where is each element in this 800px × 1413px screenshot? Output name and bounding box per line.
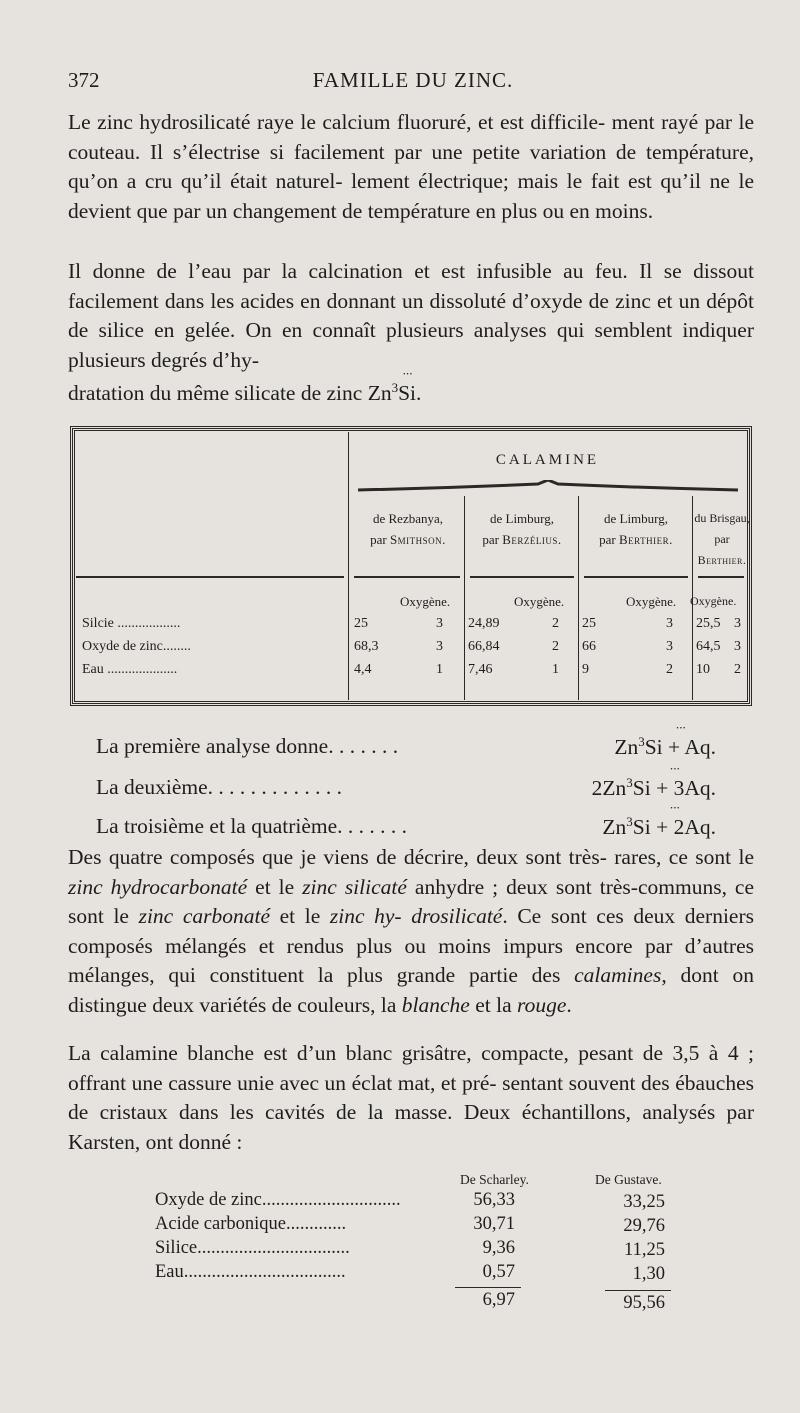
oxygen-value: 3: [734, 616, 741, 631]
running-title: FAMILLE DU ZINC.: [312, 68, 514, 92]
text-line: Le zinc hydrosilicaté raye le calcium fluoruré, et est difficile-: [68, 110, 606, 134]
column-par: par: [714, 532, 730, 546]
oxygene-label: Oxygène.: [400, 594, 451, 609]
oxygene-label: Oxygène.: [626, 594, 677, 609]
oxygen-value: 2: [552, 639, 559, 654]
row-label: Oxyde de zinc........: [82, 639, 191, 654]
header-rule: [354, 576, 460, 578]
column-divider: [348, 432, 349, 700]
column-par: par: [599, 532, 616, 547]
formula: [614, 734, 716, 760]
column-author: Berzélius.: [502, 532, 562, 547]
zinc-symbol: Zn: [614, 735, 639, 760]
column-header: [352, 508, 464, 550]
value: 25,5: [696, 616, 721, 631]
value: 29,76: [623, 1216, 665, 1236]
text-line: sentant souvent des ébauches de cristaux dans les cavités de la: [68, 1070, 755, 1124]
karsten-analysis-table: [155, 1172, 695, 1332]
italic-term: rouge: [517, 992, 567, 1017]
value: 30,71: [473, 1214, 515, 1234]
value: 9: [582, 662, 589, 677]
calamine-table: [70, 426, 752, 706]
text-line: constituent la plus grande partie des calamines, dont on distingue: [68, 963, 754, 1017]
value: 11,25: [624, 1240, 665, 1260]
oxygen-value: 3: [666, 616, 673, 631]
text-line: deux variétés de couleurs, la blanche et la rouge.: [152, 992, 572, 1017]
row-label: Silcie ..................: [82, 616, 181, 631]
text-line: rendus plus ou moins impurs encore par d’autres mélanges, qui: [68, 933, 754, 987]
page-number: 372: [68, 68, 100, 92]
total-value: 95,56: [623, 1293, 665, 1313]
text-line: de 3,5 à 4 ; offrant une cassure unie avec un éclat mat, et pré-: [68, 1041, 755, 1095]
text-line: plusieurs analyses qui semblent indiquer plusieurs degrés d’hy-: [68, 318, 754, 372]
column-par: par: [370, 532, 387, 547]
header-rule: [76, 576, 344, 578]
formula: [602, 814, 716, 840]
row-label: Eau ....................: [82, 662, 178, 677]
row-label: Acide carbonique.............: [155, 1214, 347, 1234]
value: 7,46: [468, 662, 493, 677]
column-author: Smithson.: [389, 532, 446, 547]
value: 66,84: [468, 639, 500, 654]
oxygen-value: 2: [552, 616, 559, 631]
text-line: un changement de température en plus ou en moins.: [205, 198, 654, 223]
italic-term: zinc carbonaté: [138, 904, 270, 928]
paragraph-1: [68, 108, 754, 226]
column-header: [580, 508, 692, 550]
formula-line: [96, 775, 716, 805]
text-line: d’oxyde de zinc et un dépôt de silice en gelée. On en connaît: [68, 288, 754, 342]
column-author: Berthier.: [697, 553, 747, 567]
column-header: [694, 508, 750, 571]
superscript: 3: [638, 734, 645, 749]
oxygene-label: Oxygène.: [690, 594, 737, 608]
sum-rule: [455, 1287, 521, 1288]
text-line: dratation du même silicate de zinc: [68, 381, 368, 406]
text-line: masse. Deux échantillons, analysés par Karsten, ont donné :: [68, 1100, 754, 1154]
italic-term: drosilicaté: [411, 904, 503, 928]
total-value: 6,97: [482, 1290, 515, 1310]
header-rule: [470, 576, 574, 578]
column-locality: de Limburg,: [489, 511, 555, 526]
oxygen-value: 1: [436, 662, 443, 677]
coefficient: 2: [591, 776, 603, 801]
value: 56,33: [473, 1190, 515, 1210]
formula-rest: ··· Si + 2Aq.: [633, 815, 716, 839]
column-par: par: [482, 532, 499, 547]
formula-label: La troisième et la quatrième. . . . . . .: [96, 814, 408, 838]
value: 1,30: [632, 1264, 665, 1284]
italic-term: calamines: [574, 963, 662, 987]
text-line: Des quatre composés que je viens de décrire, deux sont très-: [68, 845, 607, 869]
italic-term: zinc hydrocarbonaté: [68, 874, 248, 899]
superscript: 3: [626, 814, 633, 829]
paragraph-3: [68, 843, 754, 1020]
column-locality: de Rezbanya,: [372, 511, 444, 526]
value: 10: [696, 662, 710, 677]
formula-label: La première analyse donne. . . . . . .: [96, 734, 399, 758]
text-line: drosilicaté. Ce sont ces deux derniers composés mélangés et: [68, 904, 754, 958]
sum-rule: [605, 1290, 671, 1291]
formula-line: [96, 814, 716, 844]
oxygen-value: 2: [734, 662, 741, 677]
header-rule: [698, 576, 744, 578]
value: 66: [582, 639, 596, 654]
value: 4,4: [354, 662, 372, 677]
formula: [592, 775, 716, 801]
paragraph-2-last-line: [68, 373, 754, 409]
running-head: [68, 68, 758, 98]
text-line: dissout facilement dans les acides en donnant un dissoluté: [68, 259, 754, 313]
text-line: lement électrique; mais le fait est qu’il ne le devient que par: [68, 169, 754, 223]
value: 9,36: [482, 1238, 515, 1258]
column-divider: [578, 496, 579, 700]
value: 33,25: [623, 1192, 665, 1212]
italic-term: blanche: [401, 992, 470, 1017]
paragraph-2: [68, 257, 754, 375]
zinc-symbol: Zn: [602, 815, 627, 840]
italic-term: zinc silicaté: [302, 874, 407, 899]
oxygen-value: 3: [436, 639, 443, 654]
brace-icon: [358, 480, 738, 492]
calamine-title: CALAMINE: [495, 452, 600, 468]
text-line: La calamine blanche est d’un blanc grisâtre, compacte, pesant: [68, 1041, 634, 1065]
row-label: Eau...................................: [155, 1262, 346, 1282]
zinc-symbol: Zn: [367, 381, 392, 406]
column-author: Berthier.: [618, 532, 673, 547]
column-locality: de Limburg,: [603, 511, 669, 526]
header-rule: [584, 576, 688, 578]
superscript: 3: [391, 380, 399, 395]
italic-term: zinc hy-: [329, 904, 402, 928]
superscript: 3: [626, 775, 633, 790]
value: 64,5: [696, 639, 721, 654]
oxygene-label: Oxygène.: [514, 594, 565, 609]
column-header: De Gustave.: [595, 1172, 662, 1187]
text-line: rares, ce sont le zinc hydrocarbonaté et le zinc silicaté anhydre ;: [68, 845, 754, 899]
value: 0,57: [482, 1262, 515, 1282]
value: 24,89: [468, 616, 500, 631]
text-line: .: [416, 381, 422, 406]
text-line: deux sont très-communs, ce sont le zinc carbonaté et le zinc hy-: [68, 874, 755, 928]
row-label: Silice.................................: [155, 1238, 350, 1258]
silica-symbol: ··· Si: [398, 381, 416, 405]
text-line: Il donne de l’eau par la calcination et est infusible au feu. Il se: [68, 259, 682, 283]
text-line: ment rayé par le couteau. Il s’électrise si facilement par une: [68, 110, 755, 164]
oxygen-value: 2: [666, 662, 673, 677]
oxygen-value: 1: [552, 662, 559, 677]
paragraph-4: [68, 1039, 754, 1157]
zinc-symbol: Zn: [602, 776, 627, 801]
value: 25: [582, 616, 596, 631]
oxygen-value: 3: [436, 616, 443, 631]
formula-rest: ··· Si + Aq.: [645, 735, 716, 759]
formula-line: [96, 734, 716, 764]
column-header: De Scharley.: [460, 1172, 529, 1187]
value: 68,3: [354, 639, 379, 654]
value: 25: [354, 616, 368, 631]
oxygen-value: 3: [734, 639, 741, 654]
formula-label: La deuxième. . . . . . . . . . . . .: [96, 775, 343, 799]
formula-rest: ··· Si + 3Aq.: [633, 776, 716, 800]
text-line: petite variation de température, qu’on a cru qu’il était naturel-: [68, 139, 755, 193]
column-locality: du Brisgau,: [694, 511, 750, 525]
row-label: Oxyde de zinc..............................: [155, 1190, 401, 1210]
column-divider: [464, 496, 465, 700]
column-header: [466, 508, 578, 550]
oxygen-value: 3: [666, 639, 673, 654]
